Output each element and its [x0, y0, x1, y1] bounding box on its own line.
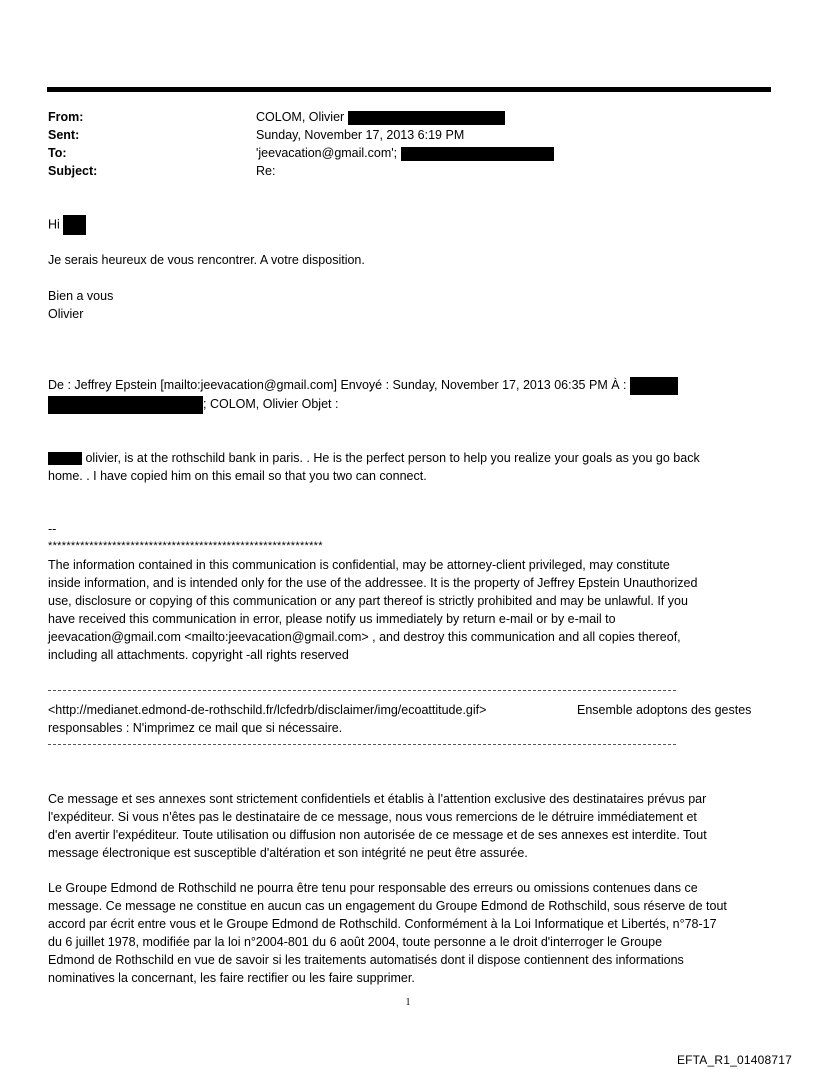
- subject-label: Subject:: [48, 164, 98, 178]
- document-id: EFTA_R1_01408717: [676, 1053, 792, 1067]
- quoted-header-line2: ; COLOM, Olivier Objet :: [48, 395, 773, 414]
- disclaimer-block: The information contained in this communication is confidential, may be attorney-client privileged, may constitute inside information, and is intended only for the use of the addressee. It is the property of Jeffrey Epstein Unauthorized use, disclosure or copying of this communication or any part thereof is strictly prohibited and may be unlawful. If you have received this communication in error, please notify us immediately by return e-mail or by e-mail to jeevacation@gmail.com <mailto:jeevacation@gmail.com> , and destroy this communication and all copies thereof, including all attachments. copyright -all rights reserved: [48, 558, 698, 662]
- greeting: Hi: [48, 215, 773, 235]
- to-label: To:: [48, 146, 67, 160]
- redaction-box: [348, 111, 505, 125]
- signature-stars: ************************************************************: [48, 540, 323, 552]
- closing-signature: Olivier: [48, 307, 84, 321]
- reply-line: Je serais heureux de vous rencontrer. A votre disposition.: [48, 253, 365, 267]
- legal-paragraph-1: Ce message et ses annexes sont strictement confidentiels et établis à l'attention exclusive des destinataires prévus par l'expéditeur. Si vous n'êtes pas le destinataire de ce message, nous vous remercions de le détruire immédiatement et d'en avertir l'expéditeur. Toute utilisation ou diffusion non autorisée de ce message et de ses annexes est interdite. Tout message électronique est susceptible d'altération et son intégrité ne peut être assurée.: [48, 792, 707, 860]
- to-value: 'jeevacation@gmail.com';: [256, 144, 554, 162]
- page-number: 1: [405, 997, 411, 1008]
- redaction-box: [63, 215, 86, 235]
- quoted-body-line2: home. . I have copied him on this email so that you two can connect.: [48, 469, 427, 483]
- header-rule: [47, 87, 771, 92]
- subject-row: [48, 162, 276, 180]
- redaction-box: [401, 147, 554, 161]
- eco-line2: responsables : N'imprimez ce mail que si nécessaire.: [48, 721, 343, 735]
- divider: [48, 744, 676, 745]
- from-row: [48, 108, 345, 126]
- from-value: COLOM, Olivier: [256, 108, 505, 126]
- redaction-box: [48, 452, 82, 465]
- legal-paragraph-2: Le Groupe Edmond de Rothschild ne pourra être tenu pour responsable des erreurs ou omissions contenues dans ce message. Ce message ne constitue en aucun cas un engagement du Groupe Edmond de Rothschild, sous réserve de tout accord par écrit entre vous et le Groupe Edmond de Rothschild. Conformément à la Loi Informatique et Libertés, n°78-17 du 6 juillet 1978, modifiée par la loi n°2004-801 du 6 août 2004, toute personne a le droit d'interroger le Groupe Edmond de Rothschild en vue de savoir si les traitements automatisés dont il dispose contiennent des informations nominatives la concernant, les faire rectifier ou les faire supprimer.: [48, 881, 727, 985]
- redaction-box: [48, 396, 203, 414]
- quoted-body-line1: olivier, is at the rothschild bank in paris. . He is the perfect person to help you realize your goals as you go back: [48, 449, 773, 467]
- closing-line: Bien a vous: [48, 289, 114, 303]
- eco-image-link[interactable]: <http://medianet.edmond-de-rothschild.fr/lcfedrb/disclaimer/img/ecoattitude.gif>: [48, 703, 487, 717]
- from-label: From:: [48, 110, 84, 124]
- redaction-box: [630, 377, 678, 395]
- eco-line1: <http://medianet.edmond-de-rothschild.fr/lcfedrb/disclaimer/img/ecoattitude.gif> Ensemble adoptons des gestes: [48, 703, 752, 717]
- to-row: [48, 144, 398, 162]
- subject-value: Re:: [256, 164, 276, 178]
- quoted-header-line1: De : Jeffrey Epstein [mailto:jeevacation@gmail.com] Envoyé : Sunday, November 17, 2013 06:35 PM À :: [48, 376, 773, 395]
- sent-value: Sunday, November 17, 2013 6:19 PM: [256, 128, 465, 142]
- sent-row: [48, 126, 465, 144]
- divider: [48, 690, 676, 691]
- sent-label: Sent:: [48, 128, 80, 142]
- signature-dashes: --: [48, 522, 57, 536]
